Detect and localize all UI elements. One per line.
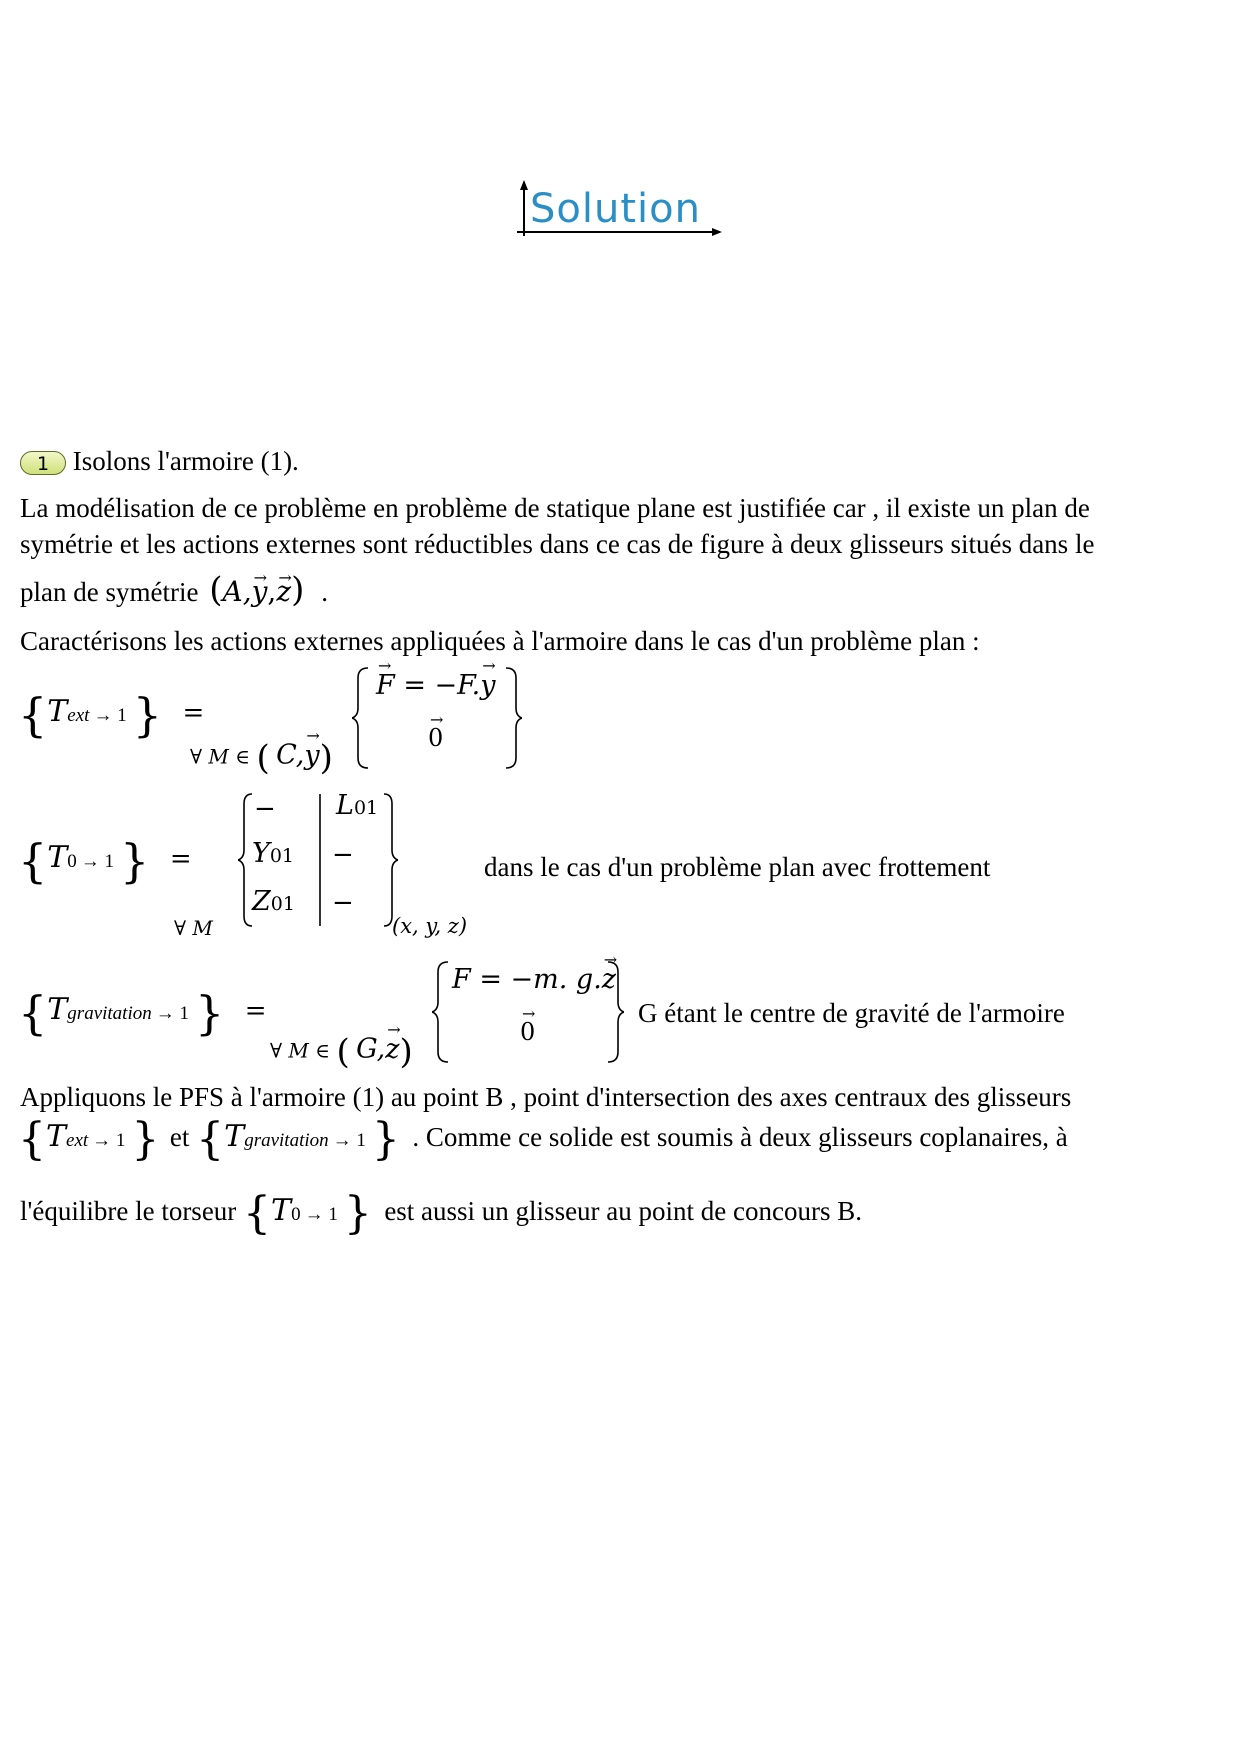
torsor-ext-body (352, 664, 522, 770)
torsor-ext-label: {Text → 1 } = (18, 688, 205, 742)
torsor-ext-point: ∀ M ∈ ( C,→ y) (190, 738, 333, 778)
torsor-contact-basis: (x, y, z) (392, 914, 468, 938)
torsor-grav-comment: G étant le centre de gravité de l'armoire (638, 998, 1065, 1028)
torsor-grav-body (432, 958, 624, 1064)
step-heading (20, 444, 299, 478)
torsor-contact-comment: dans le cas d'un problème plan avec frottement (484, 852, 991, 882)
inline-torsor-contact: {T0 → 1 } (243, 1188, 372, 1240)
paragraph-text: . (321, 577, 329, 607)
symmetry-plane: (A,→ y,→ z) (209, 575, 313, 608)
torsor-contact-label: {T0 → 1 } = (18, 834, 192, 888)
paragraph-line: La modélisation de ce problème en problème de statique plane est justifiée car , il existe un plan de (20, 493, 1090, 523)
torsor-grav-label: {Tgravitation → 1 } = (18, 986, 267, 1040)
step-heading-text: Isolons l'armoire (1). (72, 446, 299, 476)
inline-torsor-ext: {Text → 1 } (18, 1114, 160, 1166)
paragraph-line: l'équilibre le torseur {T0 → 1 } est aussi un glisseur au point de concours B. (20, 1188, 862, 1240)
torsor-contact-point: ∀ M (174, 916, 213, 940)
moment-value: → 0 (428, 724, 443, 752)
paragraph-line: {Text → 1 } et {Tgravitation → 1 } . Comme ce solide est soumis à deux glisseurs coplanaires, à (18, 1114, 1068, 1166)
inline-torsor-grav: {Tgravitation → 1 } (196, 1114, 400, 1166)
paragraph-text: plan de symétrie (20, 577, 199, 607)
logo-text: Solution (530, 186, 701, 232)
paragraph-line: Caractérisons les actions externes appliquées à l'armoire dans le cas d'un problème plan : (20, 626, 980, 656)
grav-resultant-value: F = −m. g.→ z (452, 964, 616, 995)
solution-logo (512, 180, 722, 240)
paragraph-line: symétrie et les actions externes sont réductibles dans ce cas de figure à deux glisseurs situés dans le (20, 529, 1095, 559)
step-number-badge: 1 (20, 451, 66, 475)
grav-moment-value: → 0 (520, 1018, 535, 1046)
paragraph-line: Appliquons le PFS à l'armoire (1) au point B , point d'intersection des axes centraux des glisseurs (20, 1082, 1072, 1112)
paragraph-line (20, 570, 329, 610)
resultant-value: → F = −F.→ y (376, 670, 496, 701)
torsor-contact-body: − Y01 Z01 L01 − − (238, 790, 398, 930)
torsor-grav-point: ∀ M ∈ ( G,→ z) (270, 1032, 413, 1072)
